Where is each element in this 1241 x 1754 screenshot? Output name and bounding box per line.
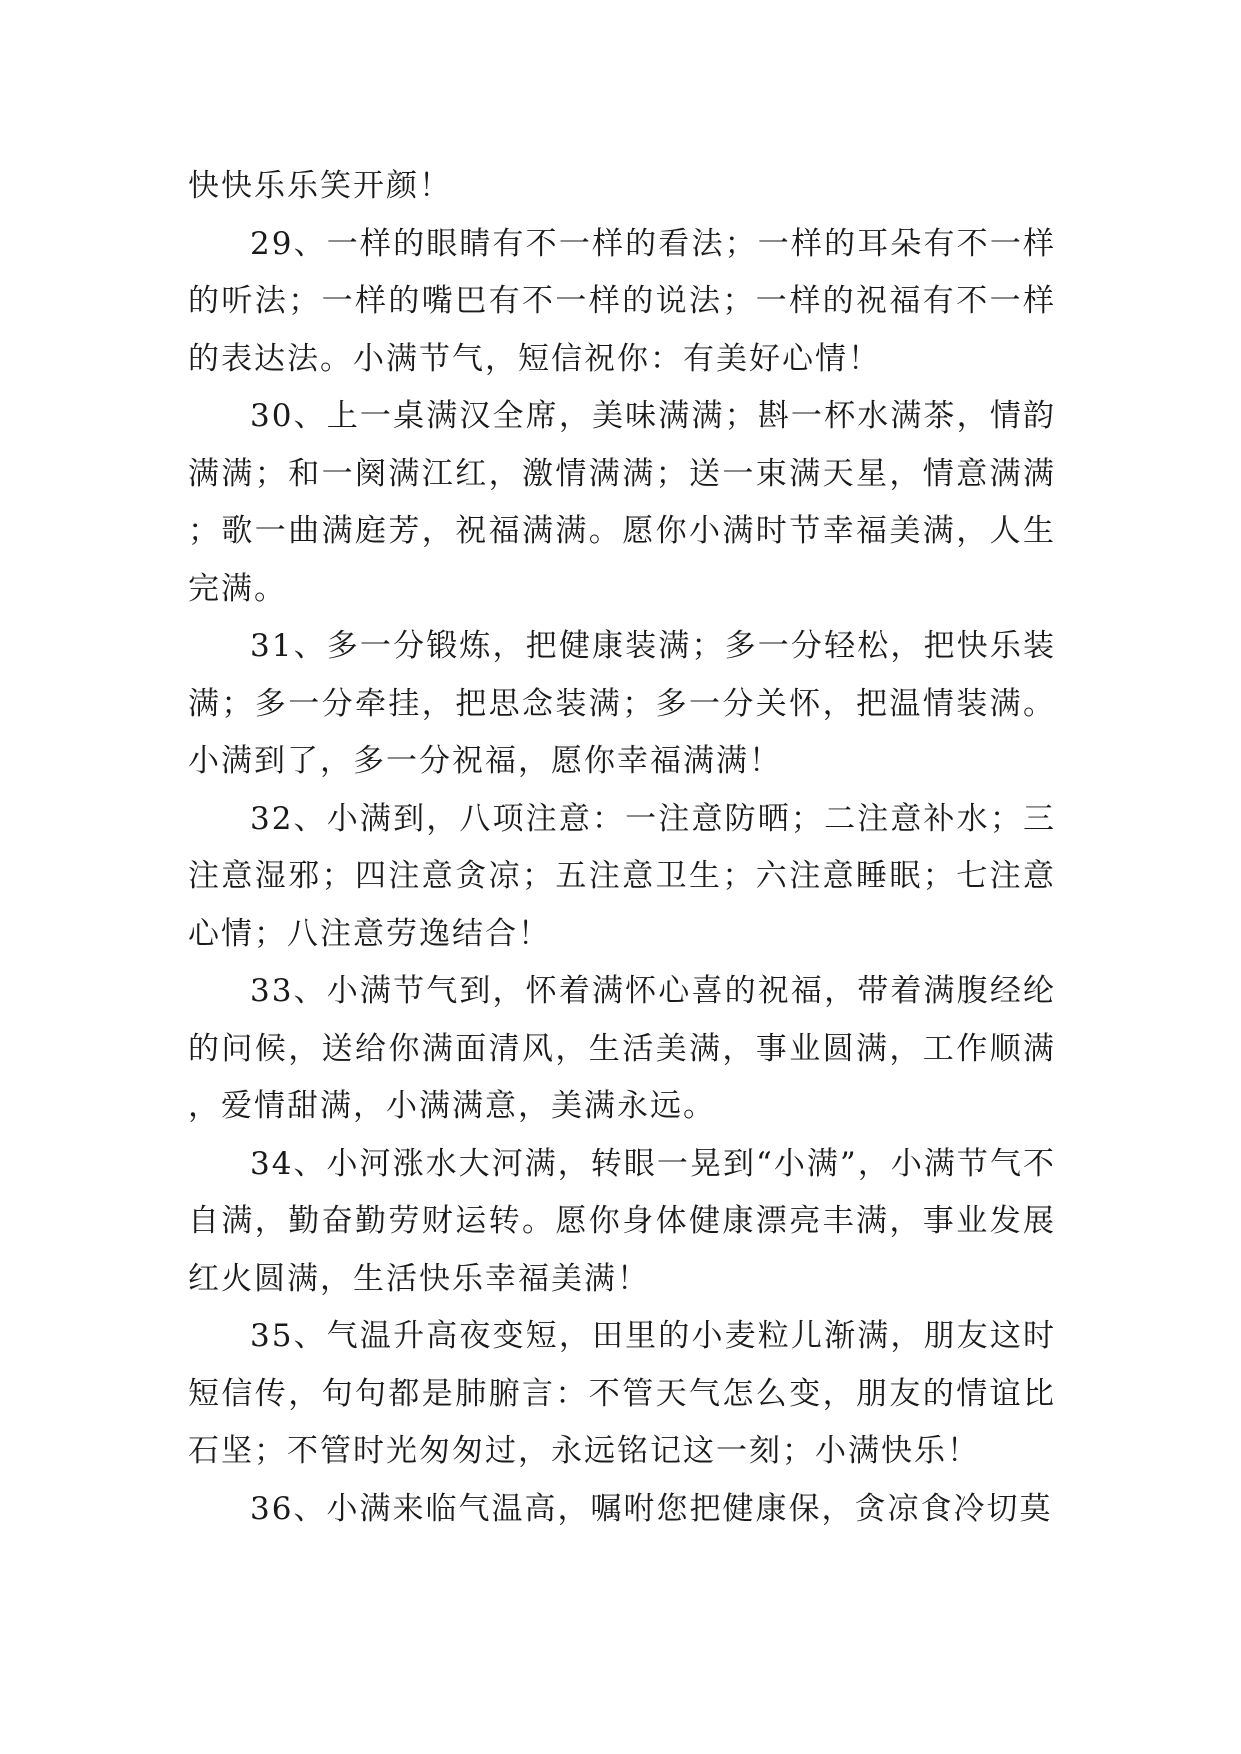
paragraph-33: 33、小满节气到，怀着满怀心喜的祝福，带着满腹经纶的问候，送给你满面清风，生活美满，事业圆满，工作顺满，爱情甜满，小满满意，美满永远。: [188, 973, 1056, 1124]
paragraph-30: 30、上一桌满汉全席，美味满满；斟一杯水满茶，情韵满满；和一阕满江红，激情满满；送一束满天星，情意满满；歌一曲满庭芳，祝福满满。愿你小满时节幸福美满，人生完满。: [188, 398, 1056, 607]
paragraph-32: 32、小满到，八项注意：一注意防晒；二注意补水；三注意湿邪；四注意贪凉；五注意卫生；六注意睡眠；七注意心情；八注意劳逸结合！: [188, 800, 1056, 952]
paragraph-35: 35、气温升高夜变短，田里的小麦粒儿渐满，朋友这时短信传，句句都是肺腑言：不管天气怎么变，朋友的情谊比石坚；不管时光匆匆过，永远铭记这一刻；小满快乐！: [188, 1318, 1056, 1469]
paragraph-continuation: 快快乐乐笑开颜！: [188, 168, 452, 204]
paragraph-34: 34、小河涨水大河满，转眼一晃到“小满”，小满节气不自满，勤奋勤劳财运转。愿你身体健康漂亮丰满，事业发展红火圆满，生活快乐幸福美满！: [188, 1145, 1056, 1297]
paragraph-31: 31、多一分锻炼，把健康装满；多一分轻松，把快乐装满；多一分牵挂，把思念装满；多一分关怀，把温情装满。小满到了，多一分祝福，愿你幸福满满！: [188, 628, 1056, 779]
paragraph-29: 29、一样的眼睛有不一样的看法；一样的耳朵有不一样的听法；一样的嘴巴有不一样的说法；一样的祝福有不一样的表达法。小满节气，短信祝你：有美好心情！: [188, 225, 1056, 377]
document-body: [188, 158, 1056, 1538]
paragraph-36: 36、小满来临气温高，嘱咐您把健康保，贪凉食冷切莫: [250, 1490, 1053, 1527]
